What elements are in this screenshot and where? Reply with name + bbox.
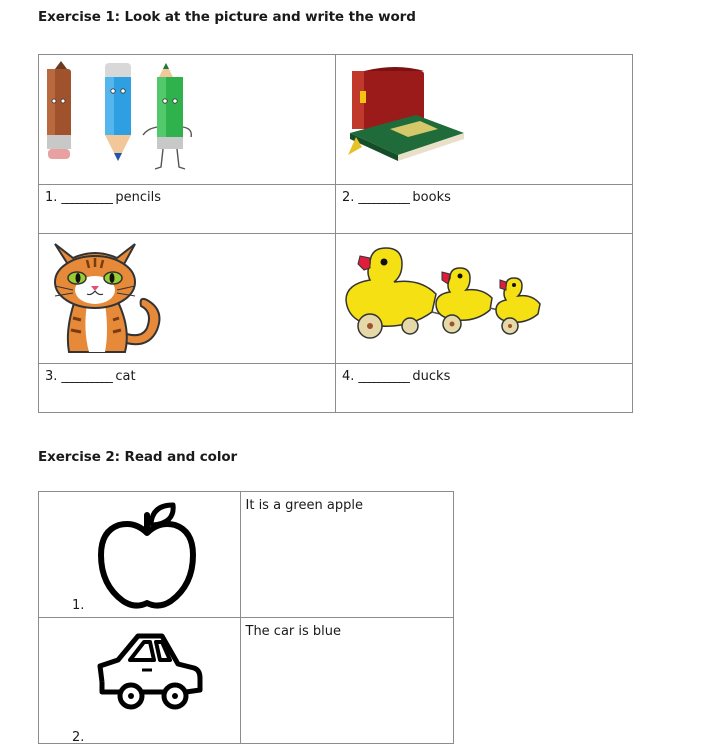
exercise-2-table xyxy=(38,491,454,744)
exercise-2-heading: Exercise 2: Read and color xyxy=(38,449,238,465)
answer-word: books xyxy=(412,190,451,205)
picture-cell-2 xyxy=(336,55,633,185)
item-number: 2. xyxy=(342,190,355,205)
picture-cell-3 xyxy=(39,234,336,364)
pencils-icon xyxy=(43,59,203,177)
answer-word: cat xyxy=(115,369,136,384)
answer-blank[interactable]: __________ xyxy=(358,369,409,384)
picture-cell-1 xyxy=(39,55,336,185)
picture-cell-4 xyxy=(336,234,633,364)
car-icon xyxy=(94,630,204,716)
exercise-1-table xyxy=(38,54,633,413)
answer-blank[interactable]: __________ xyxy=(358,190,409,205)
color-cell-1[interactable] xyxy=(39,492,241,618)
books-icon xyxy=(346,63,476,163)
cat-icon xyxy=(47,240,167,360)
answer-cell-4[interactable] xyxy=(336,364,633,413)
answer-word: ducks xyxy=(412,369,451,384)
sentence-cell-2 xyxy=(240,618,454,744)
apple-icon xyxy=(95,499,205,609)
item-number: 1. xyxy=(72,598,85,613)
sentence-text: It is a green apple xyxy=(245,498,363,513)
answer-cell-1[interactable] xyxy=(39,185,336,234)
sentence-text: The car is blue xyxy=(245,624,342,639)
item-number: 4. xyxy=(342,369,355,384)
sentence-cell-1 xyxy=(240,492,454,618)
item-number: 1. xyxy=(45,190,58,205)
ducks-icon xyxy=(340,242,550,342)
answer-blank[interactable]: __________ xyxy=(61,369,112,384)
color-cell-2[interactable] xyxy=(39,618,241,744)
answer-cell-3[interactable] xyxy=(39,364,336,413)
item-number: 3. xyxy=(45,369,58,384)
answer-blank[interactable]: __________ xyxy=(61,190,112,205)
exercise-1-heading: Exercise 1: Look at the picture and write the word xyxy=(38,9,416,25)
answer-word: pencils xyxy=(115,190,162,205)
answer-cell-2[interactable] xyxy=(336,185,633,234)
item-number: 2. xyxy=(72,730,85,745)
